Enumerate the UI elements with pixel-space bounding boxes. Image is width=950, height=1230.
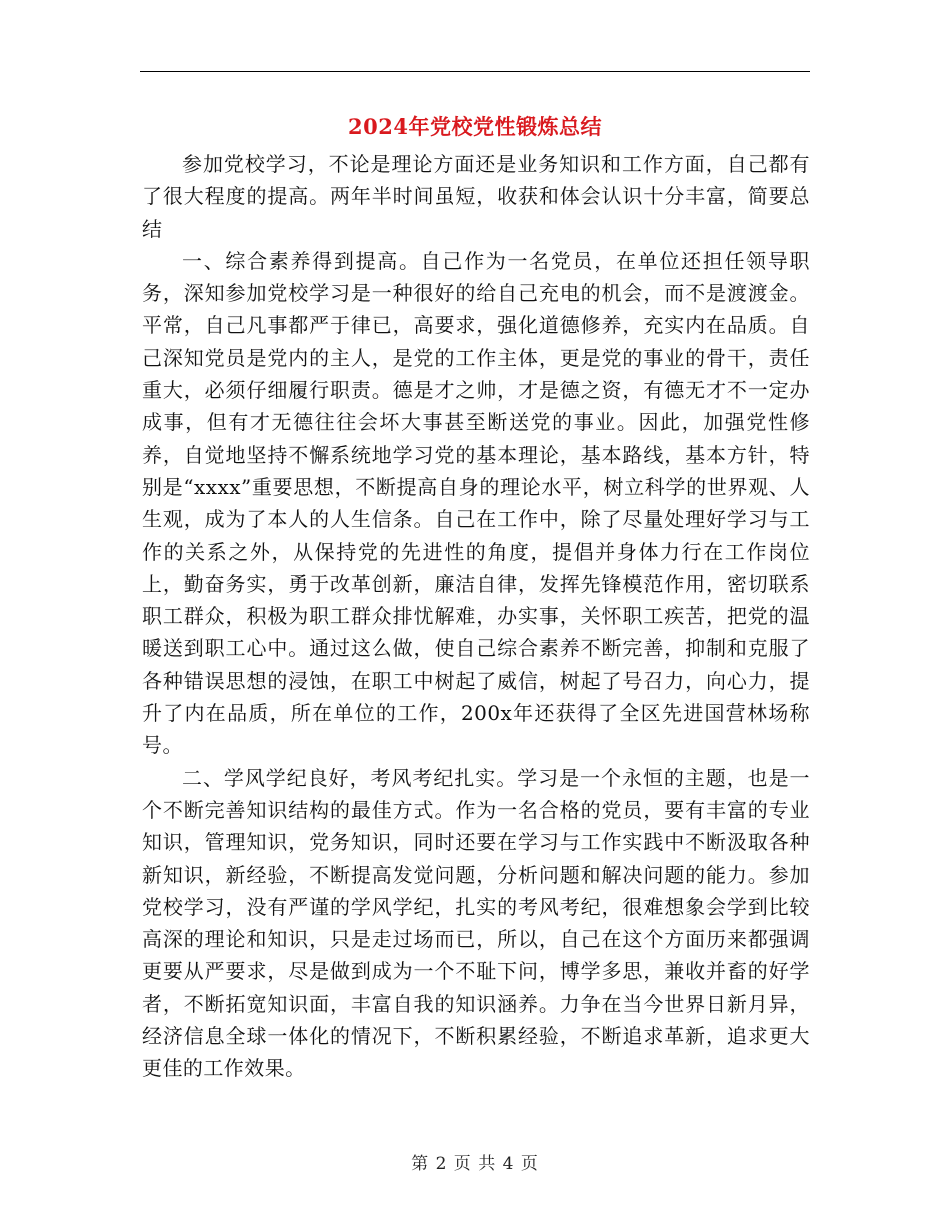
document-body: [142, 148, 810, 1085]
document-title: 2024年党校党性锻炼总结: [348, 114, 602, 139]
section-one-paragraph: 一、综合素养得到提高。自己作为一名党员，在单位还担任领导职务，深知参加党校学习是一种很好的给自己充电的机会，而不是渡渡金。平常，自己凡事都严于律已，高要求，强化道德修养，充实内在品质。自己深知党员是党内的主人，是党的工作主体，更是党的事业的骨干，责任重大，必须仔细履行职责。德是才之帅，才是德之资，有德无才不一定办成事，但有才无德往往会坏大事甚至断送党的事业。因此，加强党性修养，自觉地坚持不懈系统地学习党的基本理论，基本路线，基本方针，特别是“xxxx”重要思想，不断提高自身的理论水平，树立科学的世界观、人生观，成为了本人的人生信条。自己在工作中，除了尽量处理好学习与工作的关系之外，从保持党的先进性的角度，提倡并身体力行在工作岗位上，勤奋务实，勇于改革创新，廉洁自律，发挥先锋模范作用，密切联系职工群众，积极为职工群众排忧解难，办实事，关怀职工疾苦，把党的温暖送到职工心中。通过这么做，使自己综合素养不断完善，抑制和克服了各种错误思想的浸蚀，在职工中树起了威信，树起了号召力，向心力，提升了内在品质，所在单位的工作，200x年还获得了全区先进国营林场称号。: [142, 248, 810, 758]
page-number: 第 2 页 共 4 页: [411, 1154, 539, 1174]
section-two-paragraph: 二、学风学纪良好，考风考纪扎实。学习是一个永恒的主题，也是一个不断完善知识结构的最佳方式。作为一名合格的党员，要有丰富的专业知识，管理知识，党务知识，同时还要在学习与工作实践中不断汲取各种新知识，新经验，不断提高发觉问题，分析问题和解决问题的能力。参加党校学习，没有严谨的学风学纪，扎实的考风考纪，很难想象会学到比较高深的理论和知识，只是走过场而已，所以，自己在这个方面历来都强调更要从严要求，尽是做到成为一个不耻下问，博学多思，兼收并畜的好学者，不断拓宽知识面，丰富自我的知识涵养。力争在当今世界日新月异，经济信息全球一体化的情况下，不断积累经验，不断追求革新，追求更大更佳的工作效果。: [142, 765, 810, 1081]
intro-paragraph: 参加党校学习，不论是理论方面还是业务知识和工作方面，自己都有了很大程度的提高。两年半时间虽短，收获和体会认识十分丰富，简要总结: [142, 152, 810, 241]
header-rule: [140, 71, 810, 72]
